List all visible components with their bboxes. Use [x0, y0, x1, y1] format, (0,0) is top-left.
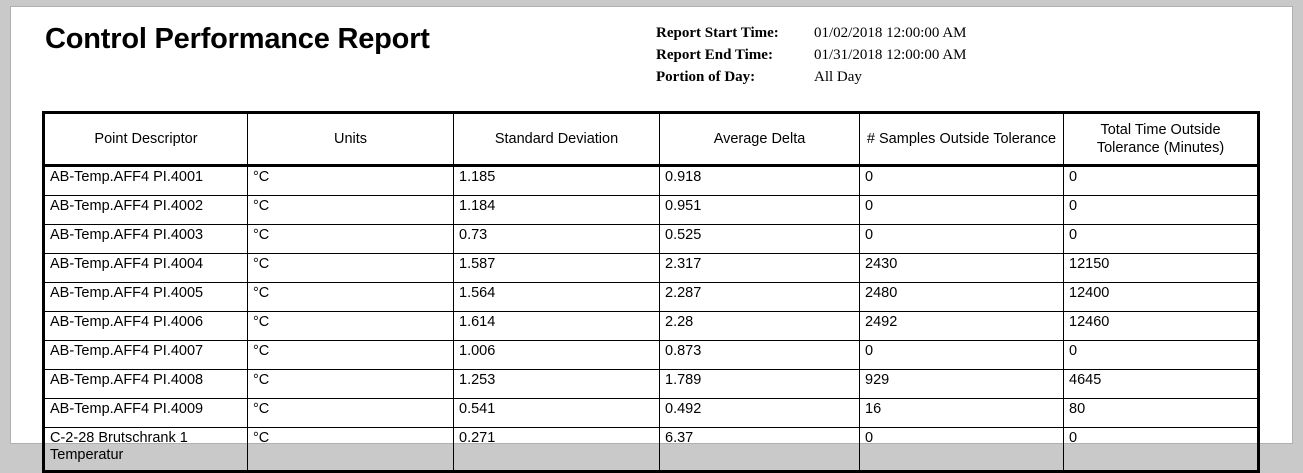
cell-samples-outside-tolerance: 2492	[860, 312, 1064, 341]
meta-label-portion-of-day: Portion of Day:	[656, 69, 756, 85]
cell-samples-outside-tolerance: 0	[860, 166, 1064, 196]
page-title: Control Performance Report	[45, 23, 430, 55]
cell-units: °C	[248, 196, 454, 225]
cell-units: °C	[248, 225, 454, 254]
cell-samples-outside-tolerance: 16	[860, 399, 1064, 428]
cell-total-time-outside-tolerance: 12150	[1064, 254, 1259, 283]
cell-total-time-outside-tolerance: 80	[1064, 399, 1259, 428]
cell-standard-deviation: 1.253	[454, 370, 660, 399]
table-row	[44, 283, 1259, 312]
cell-average-delta: 0.525	[660, 225, 860, 254]
cell-average-delta: 0.873	[660, 341, 860, 370]
cell-point-descriptor: AB-Temp.AFF4 PI.4004	[44, 254, 248, 283]
table-row	[44, 370, 1259, 399]
cell-units: °C	[248, 283, 454, 312]
cell-point-descriptor: AB-Temp.AFF4 PI.4001	[44, 166, 248, 196]
cell-average-delta: 2.317	[660, 254, 860, 283]
table-row	[44, 341, 1259, 370]
meta-label-end-time: Report End Time:	[656, 47, 773, 63]
cell-point-descriptor: AB-Temp.AFF4 PI.4009	[44, 399, 248, 428]
column-header-units: Units	[248, 113, 454, 166]
cell-average-delta: 2.287	[660, 283, 860, 312]
cell-standard-deviation: 1.587	[454, 254, 660, 283]
meta-value-portion-of-day: All Day	[814, 69, 862, 85]
cell-average-delta: 2.28	[660, 312, 860, 341]
table-row	[44, 399, 1259, 428]
cell-samples-outside-tolerance: 0	[860, 225, 1064, 254]
cell-point-descriptor: AB-Temp.AFF4 PI.4005	[44, 283, 248, 312]
cell-standard-deviation: 1.564	[454, 283, 660, 312]
cell-standard-deviation: 1.006	[454, 341, 660, 370]
cell-standard-deviation: 1.614	[454, 312, 660, 341]
table-row	[44, 225, 1259, 254]
column-header-standard-deviation: Standard Deviation	[454, 113, 660, 166]
cell-standard-deviation: 0.541	[454, 399, 660, 428]
column-header-total-time-outside-tolerance: Total Time Outside Tolerance (Minutes)	[1064, 113, 1259, 166]
cell-total-time-outside-tolerance: 0	[1064, 225, 1259, 254]
column-header-samples-outside-tolerance: # Samples Outside Tolerance	[860, 113, 1064, 166]
cell-standard-deviation: 0.271	[454, 428, 660, 472]
cell-units: °C	[248, 254, 454, 283]
cell-point-descriptor: AB-Temp.AFF4 PI.4002	[44, 196, 248, 225]
cell-average-delta: 0.918	[660, 166, 860, 196]
column-header-average-delta: Average Delta	[660, 113, 860, 166]
cell-total-time-outside-tolerance: 4645	[1064, 370, 1259, 399]
table-row	[44, 196, 1259, 225]
cell-units: °C	[248, 399, 454, 428]
cell-average-delta: 6.37	[660, 428, 860, 472]
cell-total-time-outside-tolerance: 0	[1064, 428, 1259, 472]
cell-samples-outside-tolerance: 2430	[860, 254, 1064, 283]
table-header	[44, 113, 1259, 166]
meta-row-portion-of-day	[656, 69, 967, 86]
cell-total-time-outside-tolerance: 12460	[1064, 312, 1259, 341]
cell-samples-outside-tolerance: 0	[860, 428, 1064, 472]
column-header-point-descriptor: Point Descriptor	[44, 113, 248, 166]
table-row	[44, 166, 1259, 196]
table-header-row	[44, 113, 1259, 166]
cell-samples-outside-tolerance: 2480	[860, 283, 1064, 312]
table-row	[44, 254, 1259, 283]
report-header	[11, 7, 1292, 103]
cell-units: °C	[248, 370, 454, 399]
cell-units: °C	[248, 312, 454, 341]
cell-samples-outside-tolerance: 0	[860, 196, 1064, 225]
cell-total-time-outside-tolerance: 12400	[1064, 283, 1259, 312]
cell-average-delta: 0.492	[660, 399, 860, 428]
cell-point-descriptor: AB-Temp.AFF4 PI.4003	[44, 225, 248, 254]
meta-row-end-time	[656, 47, 967, 64]
meta-label-start-time: Report Start Time:	[656, 25, 779, 41]
meta-value-end-time: 01/31/2018 12:00:00 AM	[814, 47, 967, 63]
cell-point-descriptor: C-2-28 Brutschrank 1 Temperatur	[44, 428, 248, 472]
report-page	[10, 6, 1293, 464]
meta-row-start-time	[656, 25, 967, 42]
cell-point-descriptor: AB-Temp.AFF4 PI.4008	[44, 370, 248, 399]
meta-value-start-time: 01/02/2018 12:00:00 AM	[814, 25, 967, 41]
cell-units: °C	[248, 166, 454, 196]
report-table	[42, 111, 1260, 473]
cell-units: °C	[248, 428, 454, 472]
report-meta	[656, 25, 967, 91]
cell-total-time-outside-tolerance: 0	[1064, 341, 1259, 370]
cell-point-descriptor: AB-Temp.AFF4 PI.4007	[44, 341, 248, 370]
cell-standard-deviation: 1.185	[454, 166, 660, 196]
cell-standard-deviation: 0.73	[454, 225, 660, 254]
cell-average-delta: 1.789	[660, 370, 860, 399]
table-row	[44, 312, 1259, 341]
cell-units: °C	[248, 341, 454, 370]
cell-total-time-outside-tolerance: 0	[1064, 196, 1259, 225]
cell-average-delta: 0.951	[660, 196, 860, 225]
cell-samples-outside-tolerance: 0	[860, 341, 1064, 370]
table-row	[44, 428, 1259, 472]
cell-samples-outside-tolerance: 929	[860, 370, 1064, 399]
report-table-wrapper	[42, 111, 1257, 473]
cell-standard-deviation: 1.184	[454, 196, 660, 225]
table-body	[44, 166, 1259, 472]
cell-total-time-outside-tolerance: 0	[1064, 166, 1259, 196]
cell-point-descriptor: AB-Temp.AFF4 PI.4006	[44, 312, 248, 341]
